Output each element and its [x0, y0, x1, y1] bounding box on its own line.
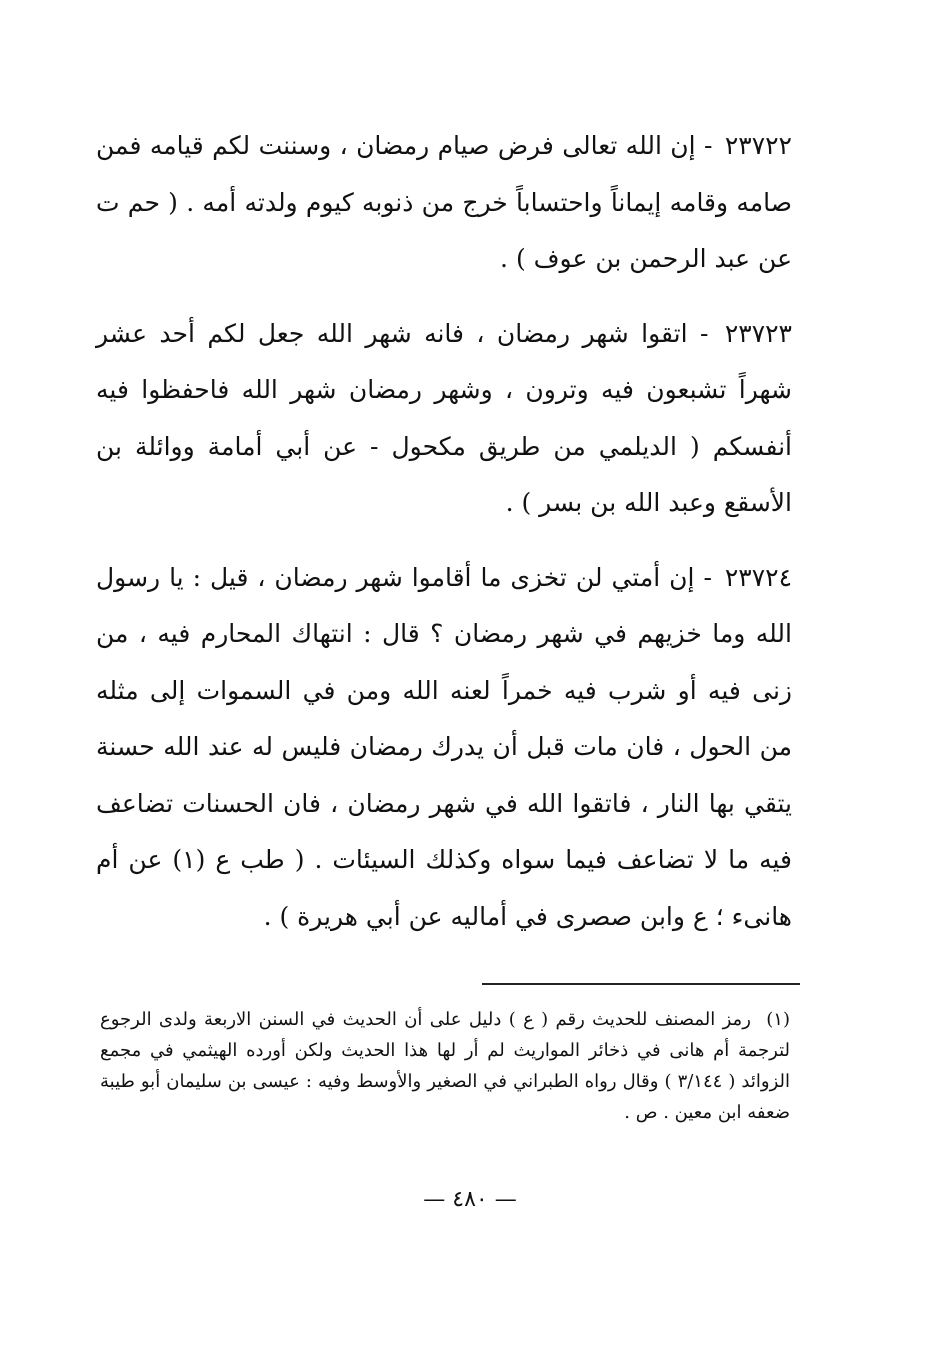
hadith-number: ٢٣٧٢٣ [724, 318, 792, 348]
hadith-number: ٢٣٧٢٢ [724, 131, 792, 160]
hadith-text: إن الله تعالى فرض صيام رمضان ، وسننت لكم قيامه فمن صامه وقامه إيماناً واحتساباً خرج من ذنوبه كيوم ولدته أمه . ( حم ت عن عبد الرحمن بن عوف ) . [96, 131, 792, 273]
footnote-marker: (١) [766, 1009, 790, 1030]
footnote-text: رمز المصنف للحديث رقم ( ع ) دليل على أن الحديث في السنن الاربعة ولدى الرجوع لترجمة أم هانى في ذخائر المواريث لم أر لها هذا الحديث ولكن أورده الهيثمي في مجمع الزوائد ( ٣/١٤٤ ) وقال رواه الطبراني في الصغير والأوسط وفيه : عيسى بن سليمان أبو طيبة ضعفه ابن معين . ص . [100, 1009, 790, 1123]
main-text-block [96, 118, 792, 963]
page-number: — ٤٨٠ — [423, 1187, 517, 1212]
hadith-23723 [96, 306, 792, 532]
hadith-dash: - [699, 318, 709, 348]
footnote [100, 1004, 790, 1128]
hadith-23724 [96, 550, 792, 946]
hadith-dash: - [703, 562, 712, 592]
hadith-text: اتقوا شهر رمضان ، فانه شهر الله جعل لكم أحد عشر شهراً تشبعون فيه وترون ، وشهر رمضان شهر الله فاحفظوا فيه أنفسكم ( الديلمي من طريق مكحول - عن أبي أمامة ووائلة بن الأسقع وعبد الله بن بسر ) . [96, 318, 792, 517]
hadith-number: ٢٣٧٢٤ [724, 562, 792, 592]
hadith-23722 [96, 118, 792, 288]
hadith-text: إن أمتي لن تخزى ما أقاموا شهر رمضان ، قيل : يا رسول الله وما خزيهم في شهر رمضان ؟ قال : انتهاك المحارم فيه ، من زنى فيه أو شرب فيه خمراً لعنه الله ومن في السموات إلى مثله من الحول ، فان مات قبل أن يدرك رمضان فليس له عند الله حسنة يتقي بها النار ، فاتقوا الله في شهر رمضان ، فان الحسنات تضاعف فيه ما لا تضاعف فيما سواه وكذلك السيئات . ( طب ع (١) عن أم هانىء ؛ ع وابن صصرى في أماليه عن أبي هريرة ) . [96, 562, 792, 931]
hadith-dash: - [704, 131, 713, 160]
footnote-divider [482, 983, 800, 985]
